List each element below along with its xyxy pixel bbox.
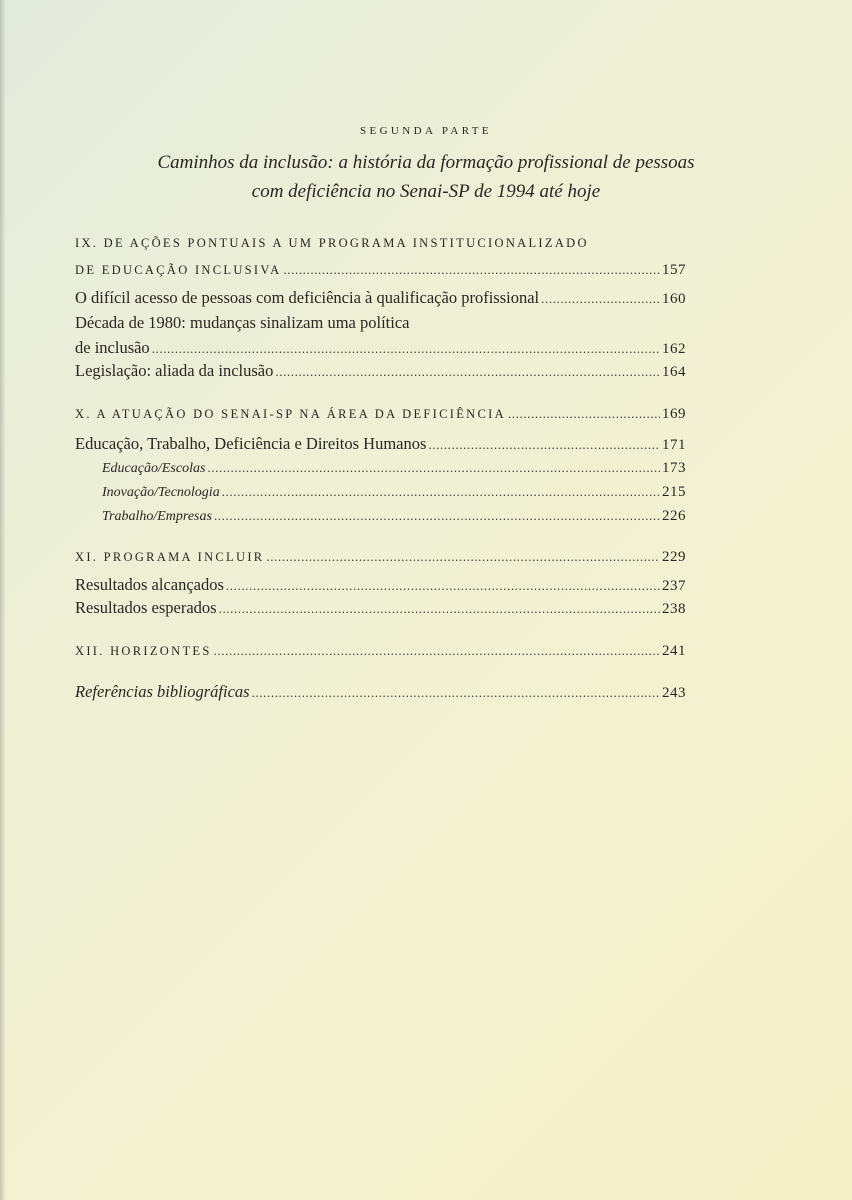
toc-entry-title: Década de 1980: mudanças sinalizam uma política bbox=[75, 313, 410, 332]
toc-entry-title: O difícil acesso de pessoas com deficiência à qualificação profissional bbox=[75, 288, 540, 307]
toc-entry-title: Inovação/Tecnologia bbox=[102, 485, 220, 500]
dot-leader bbox=[283, 260, 660, 280]
toc-page-number: 164 bbox=[662, 364, 686, 380]
toc-entry-title: X. A ATUAÇÃO DO SENAI-SP NA ÁREA DA DEFICIÊNCIA bbox=[75, 407, 506, 421]
toc-page-number: 171 bbox=[662, 437, 686, 453]
toc-page-number: 169 bbox=[662, 406, 686, 422]
dot-leader bbox=[541, 289, 660, 309]
dot-leader bbox=[152, 339, 660, 359]
toc-subsection-x-1c[interactable] bbox=[102, 506, 686, 527]
toc-page-number: 241 bbox=[662, 643, 686, 659]
dot-leader bbox=[219, 599, 660, 619]
toc-entry-title: IX. DE AÇÕES PONTUAIS A UM PROGRAMA INSTITUCIONALIZADO bbox=[75, 236, 589, 250]
part-title bbox=[100, 148, 752, 206]
toc-chapter-ix[interactable] bbox=[75, 260, 686, 280]
toc-page-number: 173 bbox=[662, 460, 686, 476]
toc-references[interactable] bbox=[75, 682, 686, 703]
toc-section-ix-3[interactable] bbox=[75, 361, 686, 382]
part-label: SEGUNDA PARTE bbox=[359, 125, 493, 137]
toc-entry-title: Legislação: aliada da inclusão bbox=[75, 361, 274, 380]
dot-leader bbox=[252, 683, 660, 703]
toc-page-number: 238 bbox=[662, 601, 686, 617]
toc-subsection-x-1b[interactable] bbox=[102, 482, 686, 503]
toc-page-number: 243 bbox=[662, 685, 686, 701]
dot-leader bbox=[207, 458, 660, 478]
toc-chapter-ix-title-line-1[interactable] bbox=[75, 233, 686, 253]
toc-page-number: 226 bbox=[662, 508, 686, 524]
toc-section-ix-1[interactable] bbox=[75, 288, 686, 309]
toc-page-number: 157 bbox=[662, 262, 686, 278]
part-title-line-1: Caminhos da inclusão: a história da formação profissional de pessoas bbox=[157, 152, 695, 173]
dot-leader bbox=[266, 547, 660, 567]
toc-entry-title: Resultados esperados bbox=[75, 598, 217, 617]
dot-leader bbox=[428, 435, 660, 455]
toc-entry-title: Resultados alcançados bbox=[75, 575, 224, 594]
toc-entry-title: Referências bibliográficas bbox=[75, 682, 250, 701]
part-title-line-2: com deficiência no Senai-SP de 1994 até hoje bbox=[251, 181, 601, 202]
dot-leader bbox=[226, 576, 660, 596]
toc-entry-title: Educação/Escolas bbox=[102, 461, 206, 476]
dot-leader bbox=[508, 404, 660, 424]
page-edge-shadow bbox=[0, 0, 6, 1200]
toc-section-ix-2[interactable] bbox=[75, 338, 686, 359]
toc-page-number: 162 bbox=[662, 341, 686, 357]
toc-page-number: 229 bbox=[662, 549, 686, 565]
toc-page-number: 237 bbox=[662, 578, 686, 594]
toc-chapter-xii[interactable] bbox=[75, 641, 686, 661]
toc-subsection-x-1a[interactable] bbox=[102, 458, 686, 479]
toc-section-ix-2-line-1[interactable] bbox=[75, 313, 686, 333]
toc-page-number: 160 bbox=[662, 291, 686, 307]
dot-leader bbox=[275, 362, 660, 382]
toc-entry-title: Educação, Trabalho, Deficiência e Direitos Humanos bbox=[75, 434, 427, 453]
toc-entry-title: XI. PROGRAMA INCLUIR bbox=[75, 550, 265, 564]
toc-section-xi-1[interactable] bbox=[75, 575, 686, 596]
toc-chapter-xi[interactable] bbox=[75, 547, 686, 567]
toc-entry-title: XII. HORIZONTES bbox=[75, 644, 212, 658]
toc-page-number: 215 bbox=[662, 484, 686, 500]
toc-chapter-x[interactable] bbox=[75, 404, 686, 424]
toc-section-xi-2[interactable] bbox=[75, 598, 686, 619]
toc-section-x-1[interactable] bbox=[75, 434, 686, 455]
dot-leader bbox=[214, 506, 660, 526]
dot-leader bbox=[214, 641, 660, 661]
dot-leader bbox=[222, 482, 660, 502]
toc-entry-title: DE EDUCAÇÃO INCLUSIVA bbox=[75, 263, 282, 277]
toc-entry-title: Trabalho/Empresas bbox=[102, 509, 212, 524]
toc-entry-title: de inclusão bbox=[75, 338, 150, 357]
